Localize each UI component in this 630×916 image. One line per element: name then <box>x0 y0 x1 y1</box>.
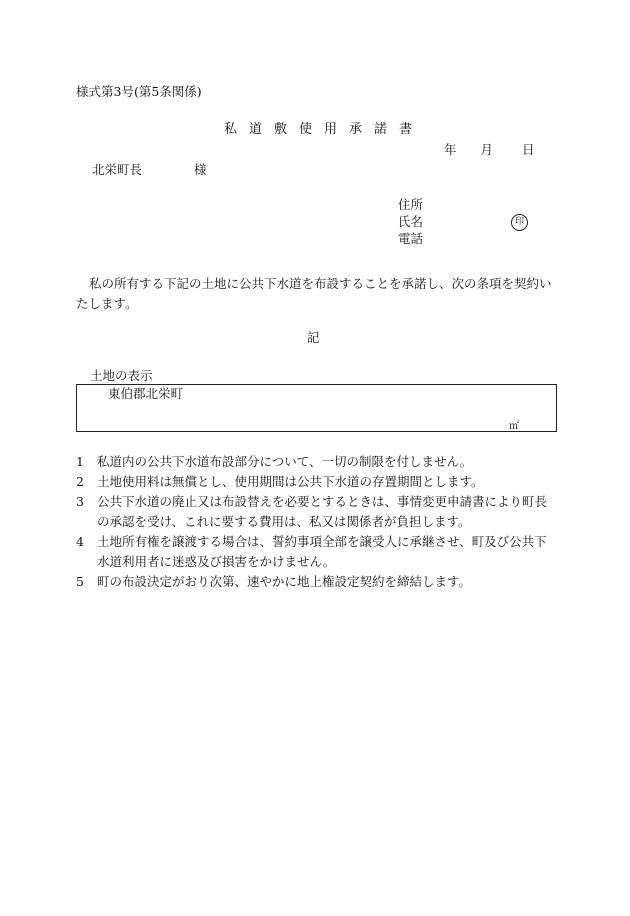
clause-text: 土地所有権を譲渡する場合は、誓約事項全部を譲受人に承継させ、町及び公共下水道利用者に迷惑及び損害をかけません。 <box>97 534 547 569</box>
applicant-block <box>398 196 423 247</box>
clause-text: 町の布設決定がおり次第、速やかに地上権設定契約を締結します。 <box>97 574 472 589</box>
land-heading: 土地の表示 <box>90 368 153 383</box>
name-label: 氏名 <box>398 214 424 229</box>
clause-number: 2 <box>76 474 84 489</box>
clause-text: 私道内の公共下水道布設部分について、一切の制限を付しません。 <box>97 454 473 469</box>
land-display-box <box>76 384 557 432</box>
clause-number: 3 <box>76 494 84 509</box>
clause-number: 5 <box>76 574 84 589</box>
clause-item <box>76 472 558 492</box>
form-number: 様式第3号(第5条関係) <box>76 84 202 99</box>
seal-mark: 印 <box>511 214 528 231</box>
date-year-label: 年 <box>444 142 457 157</box>
phone-label: 電話 <box>398 231 424 246</box>
consent-paragraph: 私の所有する下記の土地に公共下水道を布設することを承諾し、次の条項を契約いたします。 <box>76 276 552 311</box>
addressee <box>92 162 207 178</box>
clause-text: 土地使用料は無償とし、使用期間は公共下水道の存置期間とします。 <box>97 474 484 489</box>
addressee-honorific: 様 <box>194 162 207 177</box>
document-title: 私道敷使用承諾書 <box>224 122 425 137</box>
clause-number: 1 <box>76 454 84 469</box>
clause-text: 公共下水道の廃止又は布設替えを必要とするときは、事情変更申請書により町長の承認を受け、これに要する費用は、私又は関係者が負担します。 <box>97 494 548 529</box>
date-month-label: 月 <box>480 142 494 157</box>
addressee-name: 北栄町長 <box>92 162 143 177</box>
clause-item <box>76 572 558 592</box>
address-label: 住所 <box>398 197 424 212</box>
clause-list <box>76 452 558 592</box>
area-unit: ㎡ <box>509 421 519 432</box>
land-location: 東伯郡北栄町 <box>108 386 184 401</box>
ki-heading: 記 <box>307 330 320 345</box>
clause-item <box>76 532 558 572</box>
clause-item <box>76 452 558 472</box>
clause-number: 4 <box>76 534 84 549</box>
date-day-label: 日 <box>522 142 535 157</box>
clause-item <box>76 492 558 532</box>
date-line <box>444 142 535 158</box>
